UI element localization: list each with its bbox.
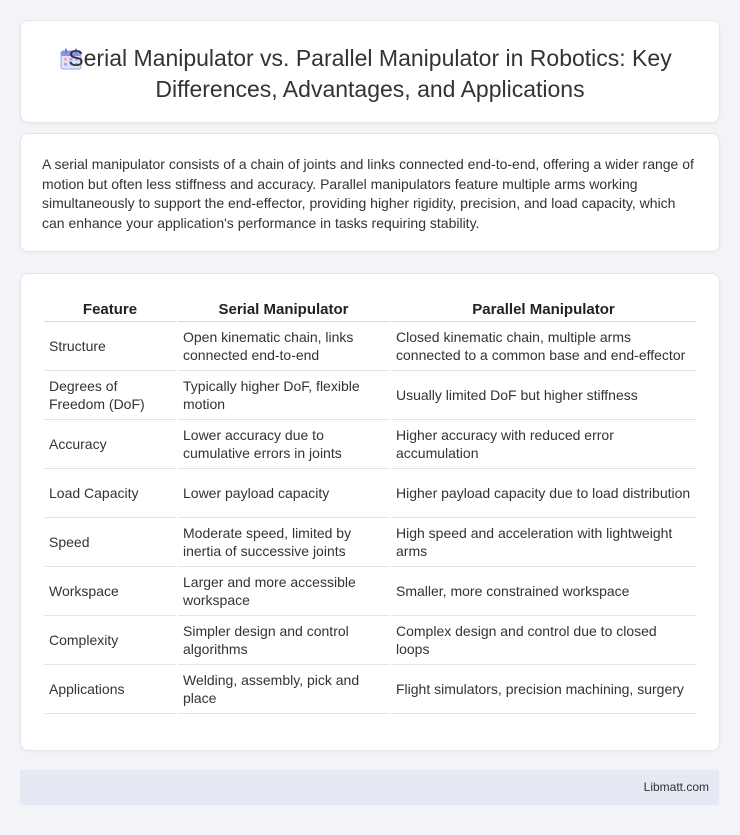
table-row: [44, 567, 696, 616]
header-parallel: Parallel Manipulator: [391, 294, 696, 322]
intro-paragraph: A serial manipulator consists of a chain of joints and links connected end-to-end, offering a wider range of motion but often less stiffness and accuracy. Parallel manipulators feature multiple arms working simultaneously to support the end-effector, providing higher rigidity, precision, and load capacity, which can enhance your application's performance in tasks requiring stability.: [42, 156, 694, 231]
comparison-card: [20, 273, 720, 751]
table-row: [44, 469, 696, 518]
title-card: [20, 20, 720, 123]
parallel-cell: Complex design and control due to closed loops: [391, 616, 696, 665]
parallel-cell: Usually limited DoF but higher stiffness: [391, 371, 696, 420]
page-title: Serial Manipulator vs. Parallel Manipulator in Robotics: Key Differences, Advantages, and Applications: [68, 45, 672, 102]
serial-cell: Simpler design and control algorithms: [178, 616, 389, 665]
comparison-table: [42, 294, 698, 714]
feature-cell: Structure: [44, 322, 176, 371]
feature-cell: Workspace: [44, 567, 176, 616]
serial-cell: Lower accuracy due to cumulative errors in joints: [178, 420, 389, 469]
parallel-cell: Flight simulators, precision machining, surgery: [391, 665, 696, 714]
serial-cell: Larger and more accessible workspace: [178, 567, 389, 616]
parallel-cell: Higher payload capacity due to load distribution: [391, 469, 696, 518]
parallel-cell: High speed and acceleration with lightweight arms: [391, 518, 696, 567]
serial-cell: Open kinematic chain, links connected end-to-end: [178, 322, 389, 371]
feature-cell: Degrees of Freedom (DoF): [44, 371, 176, 420]
table-header-row: [44, 294, 696, 322]
serial-cell: Welding, assembly, pick and place: [178, 665, 389, 714]
feature-cell: Applications: [44, 665, 176, 714]
feature-cell: Speed: [44, 518, 176, 567]
table-row: [44, 420, 696, 469]
intro-card: [20, 133, 720, 252]
feature-cell: Load Capacity: [44, 469, 176, 518]
table-row: [44, 616, 696, 665]
serial-cell: Moderate speed, limited by inertia of successive joints: [178, 518, 389, 567]
serial-cell: Lower payload capacity: [178, 469, 389, 518]
feature-cell: Complexity: [44, 616, 176, 665]
header-serial: Serial Manipulator: [178, 294, 389, 322]
parallel-cell: Smaller, more constrained workspace: [391, 567, 696, 616]
parallel-cell: Higher accuracy with reduced error accumulation: [391, 420, 696, 469]
footer-bar: [20, 770, 719, 805]
header-feature: Feature: [44, 294, 176, 322]
table-row: [44, 322, 696, 371]
table-row: [44, 518, 696, 567]
serial-cell: Typically higher DoF, flexible motion: [178, 371, 389, 420]
table-row: [44, 371, 696, 420]
feature-cell: Accuracy: [44, 420, 176, 469]
table-row: [44, 665, 696, 714]
footer-site-link[interactable]: Libmatt.com: [643, 780, 709, 794]
parallel-cell: Closed kinematic chain, multiple arms connected to a common base and end-effector: [391, 322, 696, 371]
